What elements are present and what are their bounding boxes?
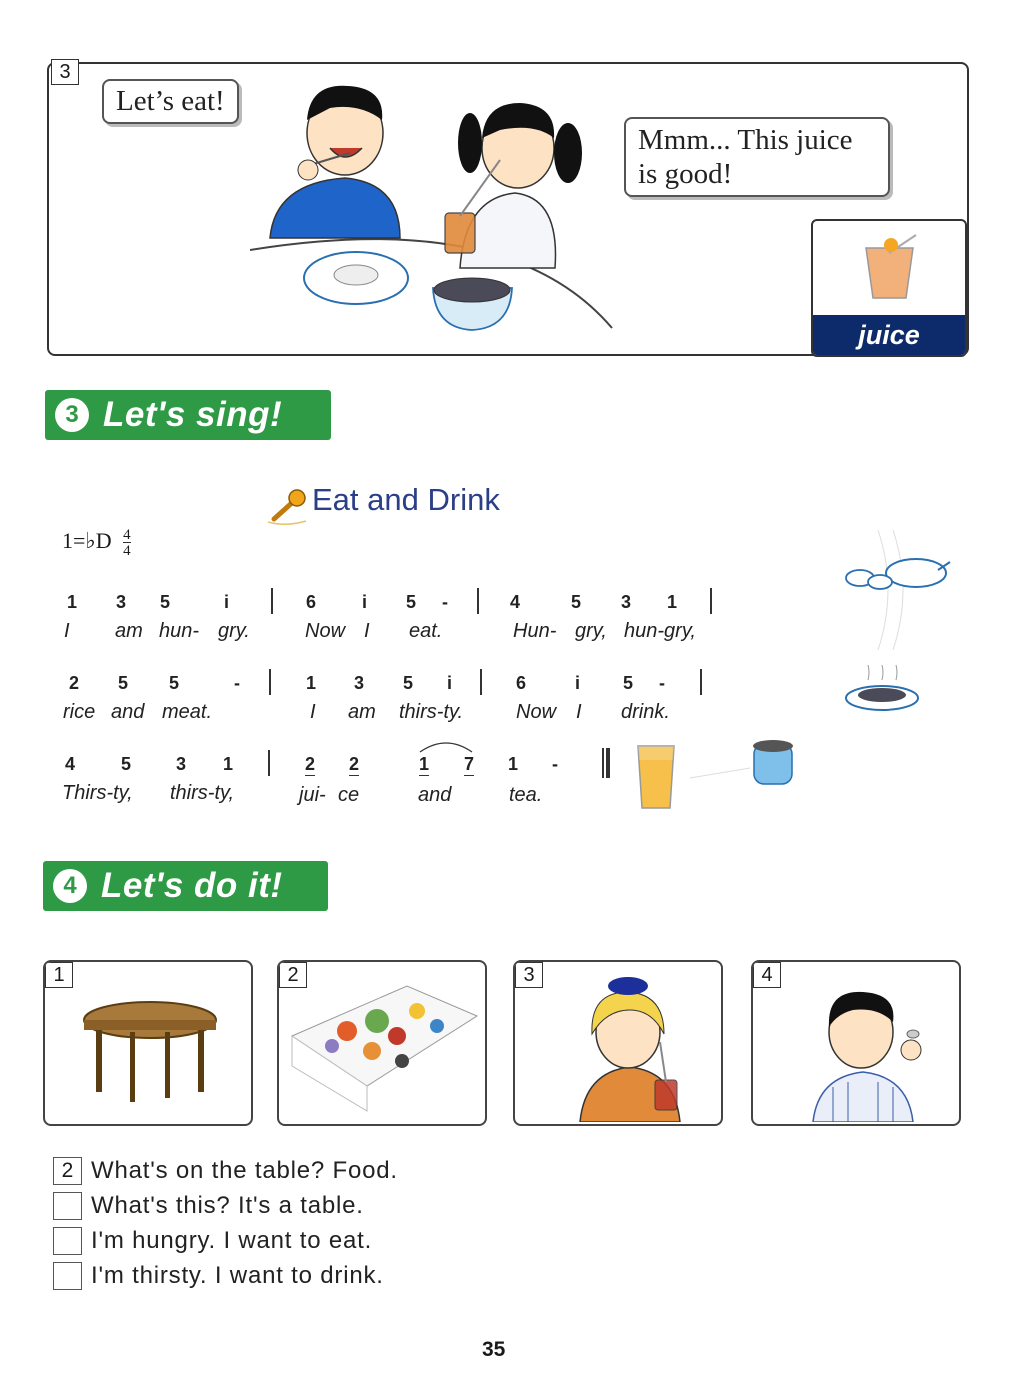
note: 6 bbox=[516, 673, 527, 693]
lyric: drink. bbox=[621, 701, 670, 723]
note: 2 bbox=[69, 673, 80, 693]
note: i bbox=[447, 673, 453, 693]
section-title: Let's sing! bbox=[103, 395, 283, 434]
section-number: 3 bbox=[55, 398, 89, 432]
vocab-word: juice bbox=[813, 315, 965, 355]
final-bar-thin bbox=[602, 748, 604, 778]
time-sig-bottom: 4 bbox=[123, 543, 131, 559]
bar-line bbox=[269, 669, 271, 695]
note: 5 bbox=[571, 592, 582, 612]
note: 5 bbox=[406, 592, 417, 612]
note: 6 bbox=[306, 592, 317, 612]
lyric: I bbox=[576, 701, 582, 723]
answer-box-3[interactable] bbox=[53, 1227, 82, 1255]
sentence-4: I'm thirsty. I want to drink. bbox=[91, 1262, 384, 1289]
bar-line bbox=[700, 669, 702, 695]
note: 5 bbox=[160, 592, 171, 612]
lyric: Now bbox=[305, 620, 346, 642]
sentence-2: What's this? It's a table. bbox=[91, 1192, 364, 1219]
note: 1 bbox=[419, 754, 430, 774]
microphone-icon bbox=[266, 487, 310, 527]
vocab-card-juice bbox=[811, 219, 967, 357]
note: 1 bbox=[223, 754, 234, 774]
answer-box-1[interactable]: 2 bbox=[53, 1157, 82, 1185]
bar-line bbox=[480, 669, 482, 695]
section-header-lets-do-it bbox=[43, 861, 328, 911]
slur-mark bbox=[416, 736, 476, 754]
song-title: Eat and Drink bbox=[312, 482, 500, 517]
section-number: 4 bbox=[53, 869, 87, 903]
sentence-1: What's on the table? Food. bbox=[91, 1157, 398, 1184]
lyric: thirs-ty. bbox=[399, 701, 464, 723]
note: 3 bbox=[116, 592, 127, 612]
lyric: am bbox=[348, 701, 376, 723]
boy-eating-illustration bbox=[270, 86, 400, 238]
girl-with-juice-illustration bbox=[560, 972, 710, 1122]
note: 4 bbox=[65, 754, 76, 774]
lyric: rice bbox=[63, 701, 96, 723]
note: 1 bbox=[306, 673, 317, 693]
boy-eating-soup-illustration bbox=[793, 972, 943, 1122]
frame-number: 2 bbox=[279, 962, 307, 988]
food-table-illustration bbox=[287, 976, 481, 1116]
bar-line bbox=[477, 588, 479, 614]
sentence-3: I'm hungry. I want to eat. bbox=[91, 1227, 373, 1254]
lyric: and bbox=[111, 701, 145, 723]
lyric: gry, bbox=[575, 620, 607, 642]
lyric: I bbox=[364, 620, 370, 642]
note: - bbox=[442, 592, 448, 612]
note: 1 bbox=[67, 592, 78, 612]
picture-frame-2 bbox=[277, 960, 487, 1126]
key-text: 1=♭D bbox=[62, 528, 112, 554]
frame-number: 4 bbox=[753, 962, 781, 988]
lyric: I bbox=[310, 701, 316, 723]
note: 7 bbox=[464, 754, 475, 774]
lyric: hun-gry, bbox=[624, 620, 696, 642]
lyric: meat. bbox=[162, 701, 213, 723]
bar-line bbox=[271, 588, 273, 614]
lyric: Thirs-ty, bbox=[62, 782, 133, 804]
lyric: and bbox=[418, 784, 452, 806]
bar-line bbox=[710, 588, 712, 614]
time-signature bbox=[123, 528, 131, 558]
note: 3 bbox=[354, 673, 365, 693]
answer-box-2[interactable] bbox=[53, 1192, 82, 1220]
note: 3 bbox=[621, 592, 632, 612]
speech-bubble-lets-eat bbox=[102, 79, 239, 124]
key-signature bbox=[62, 528, 131, 558]
final-bar-thick bbox=[606, 748, 610, 778]
lyric: jui- bbox=[299, 784, 326, 806]
picture-frame-1 bbox=[43, 960, 253, 1126]
note: - bbox=[659, 673, 665, 693]
note: 1 bbox=[667, 592, 678, 612]
section-header-lets-sing bbox=[45, 390, 331, 440]
bar-line bbox=[268, 750, 270, 776]
comic-illustration bbox=[250, 78, 670, 348]
lyric: Hun- bbox=[513, 620, 557, 642]
note: 5 bbox=[169, 673, 180, 693]
note: 1 bbox=[508, 754, 519, 774]
lyric: I bbox=[64, 620, 70, 642]
note: i bbox=[575, 673, 581, 693]
lyric: am bbox=[115, 620, 143, 642]
lyric: hun- bbox=[159, 620, 200, 642]
panel-number: 3 bbox=[51, 59, 79, 85]
lyric: eat. bbox=[409, 620, 443, 642]
note: 5 bbox=[403, 673, 414, 693]
note: 5 bbox=[623, 673, 634, 693]
note: 4 bbox=[510, 592, 521, 612]
note: 5 bbox=[118, 673, 129, 693]
picture-frame-4 bbox=[751, 960, 961, 1126]
page-number: 35 bbox=[482, 1338, 506, 1361]
note: - bbox=[234, 673, 240, 693]
section-title: Let's do it! bbox=[101, 866, 283, 905]
round-table-illustration bbox=[80, 1000, 220, 1110]
lyric: ce bbox=[338, 784, 360, 806]
lyric: Now bbox=[516, 701, 557, 723]
note: 3 bbox=[176, 754, 187, 774]
time-sig-top: 4 bbox=[123, 527, 131, 543]
answer-box-4[interactable] bbox=[53, 1262, 82, 1290]
lyric: gry. bbox=[218, 620, 250, 642]
note: 5 bbox=[121, 754, 132, 774]
note: 2 bbox=[305, 754, 316, 774]
note: 2 bbox=[349, 754, 360, 774]
lyric: tea. bbox=[509, 784, 543, 806]
picture-frame-3 bbox=[513, 960, 723, 1126]
speech-text-juice-2: is good! bbox=[638, 158, 733, 190]
lyric: thirs-ty, bbox=[170, 782, 235, 804]
frame-number: 3 bbox=[515, 962, 543, 988]
note: - bbox=[552, 754, 558, 774]
tea-and-food-illustration bbox=[838, 530, 958, 720]
frame-number: 1 bbox=[45, 962, 73, 988]
note: i bbox=[224, 592, 230, 612]
speech-text-lets-eat: Let’s eat! bbox=[116, 85, 225, 117]
note: i bbox=[362, 592, 368, 612]
girl-drinking-illustration bbox=[445, 103, 582, 268]
speech-text-juice-1: Mmm... This juice bbox=[638, 124, 853, 156]
juice-glass-icon bbox=[861, 233, 921, 303]
teapot-icon bbox=[886, 559, 946, 587]
juice-and-cup-illustration bbox=[630, 738, 810, 814]
